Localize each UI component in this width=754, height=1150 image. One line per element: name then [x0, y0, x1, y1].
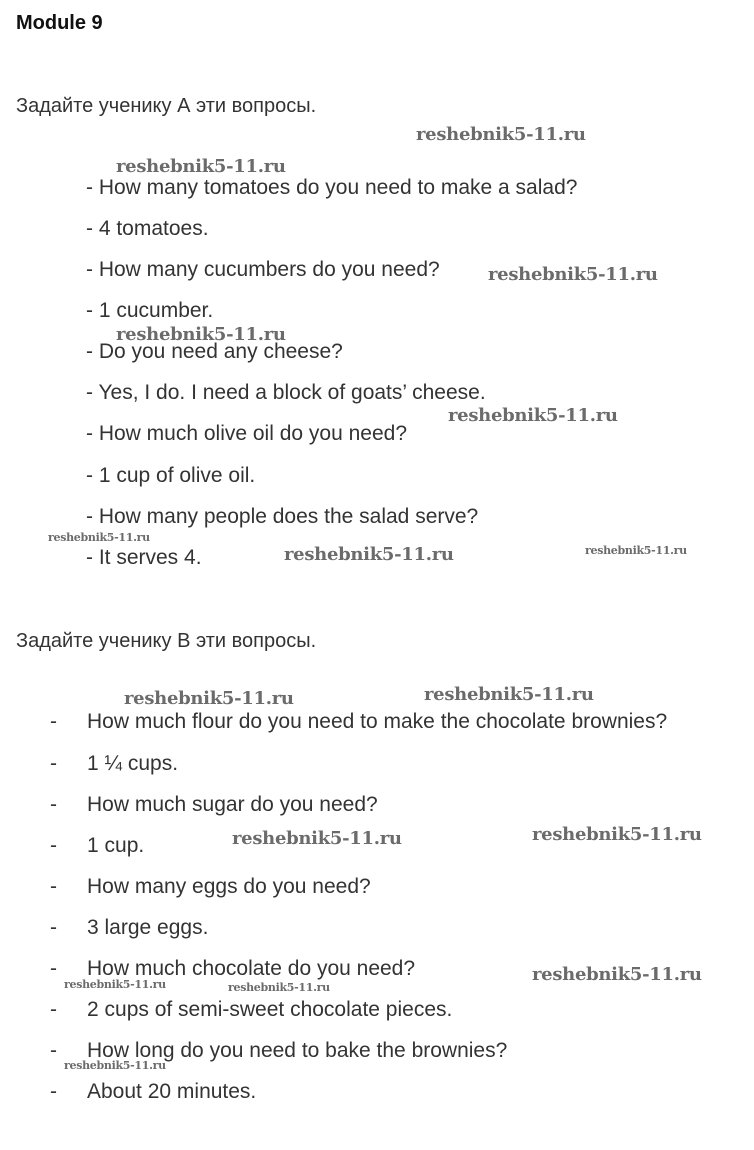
list-dash: -: [50, 710, 57, 733]
watermark: reshebnik5-11.ru: [585, 544, 687, 557]
dialogue-b-text: 2 cups of semi-sweet chocolate pieces.: [87, 998, 453, 1021]
instruction-student-a: Задайте ученику А эти вопросы.: [16, 95, 317, 117]
watermark: reshebnik5-11.ru: [448, 405, 618, 426]
watermark: reshebnik5-11.ru: [124, 688, 294, 709]
dialogue-b-text: How many eggs do you need?: [87, 875, 371, 898]
watermark: reshebnik5-11.ru: [64, 978, 166, 991]
watermark: reshebnik5-11.ru: [532, 964, 702, 985]
dialogue-a-line-6: - Yes, I do. I need a block of goats’ cheese.: [86, 381, 486, 404]
list-dash: -: [50, 1080, 57, 1103]
watermark: reshebnik5-11.ru: [228, 981, 330, 994]
dialogue-b-text: 3 large eggs.: [87, 916, 209, 939]
watermark: reshebnik5-11.ru: [232, 828, 402, 849]
watermark: reshebnik5-11.ru: [64, 1059, 166, 1072]
watermark: reshebnik5-11.ru: [488, 264, 658, 285]
list-dash: -: [50, 1039, 57, 1062]
module-title: Module 9: [16, 12, 103, 34]
list-dash: -: [50, 793, 57, 816]
list-dash: -: [50, 875, 57, 898]
dialogue-a-line-7: - How much olive oil do you need?: [86, 422, 408, 445]
dialogue-a-line-1: - How many tomatoes do you need to make a salad?: [86, 176, 578, 199]
dialogue-b-text: 1 ¼ cups.: [87, 752, 179, 775]
list-dash: -: [50, 834, 57, 857]
dialogue-a-line-8: - 1 cup of olive oil.: [86, 464, 256, 487]
instruction-student-b: Задайте ученику В эти вопросы.: [16, 630, 317, 652]
watermark: reshebnik5-11.ru: [284, 544, 454, 565]
watermark: reshebnik5-11.ru: [116, 324, 286, 345]
dialogue-b-text: How much chocolate do you need?: [87, 957, 416, 980]
dialogue-b-text: How much flour do you need to make the chocolate brownies?: [87, 710, 668, 733]
dialogue-a-line-4: - 1 cucumber.: [86, 299, 214, 322]
dialogue-a-line-5: - Do you need any cheese?: [86, 340, 343, 363]
dialogue-b-text: About 20 minutes.: [87, 1080, 257, 1103]
watermark: reshebnik5-11.ru: [416, 124, 586, 145]
dialogue-a-line-2: - 4 tomatoes.: [86, 217, 209, 240]
dialogue-a-line-9: - How many people does the salad serve?: [86, 505, 479, 528]
watermark: reshebnik5-11.ru: [424, 684, 594, 705]
dialogue-a-line-10: - It serves 4.: [86, 546, 202, 569]
watermark: reshebnik5-11.ru: [532, 824, 702, 845]
list-dash: -: [50, 998, 57, 1021]
dialogue-b-text: How long do you need to bake the brownies?: [87, 1039, 508, 1062]
watermark: reshebnik5-11.ru: [48, 531, 150, 544]
list-dash: -: [50, 957, 57, 980]
list-dash: -: [50, 752, 57, 775]
dialogue-b-text: How much sugar do you need?: [87, 793, 378, 816]
dialogue-b-text: 1 cup.: [87, 834, 145, 857]
list-dash: -: [50, 916, 57, 939]
watermark: reshebnik5-11.ru: [116, 156, 286, 177]
dialogue-a-line-3: - How many cucumbers do you need?: [86, 258, 440, 281]
